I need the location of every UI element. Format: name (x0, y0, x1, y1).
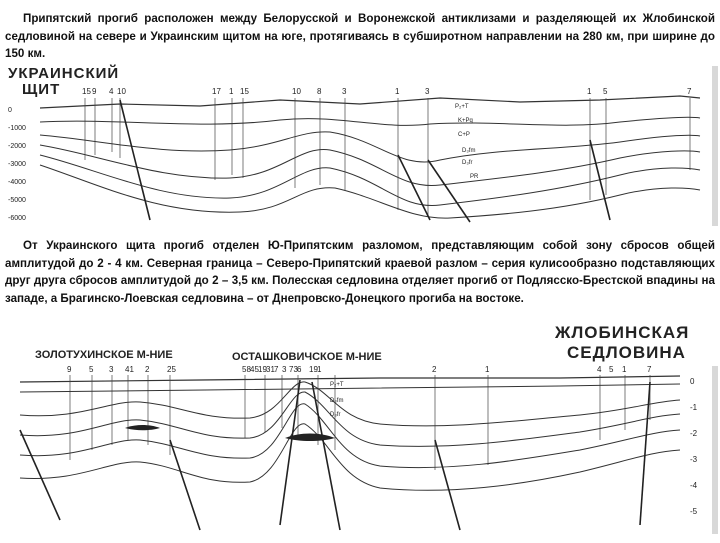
well-label: 3 (282, 365, 287, 374)
well-label: 3 (342, 87, 347, 96)
depth-label: -4000 (8, 179, 26, 186)
well-label: 1 (622, 365, 627, 374)
well-label: 15 (82, 87, 91, 96)
layer-label: D₃fm (330, 398, 344, 404)
layer-labels (455, 104, 479, 180)
layer-label: K+Pg (458, 118, 473, 124)
cross-section-svg (0, 60, 720, 230)
well-labels (82, 87, 692, 96)
well-label: 73 (289, 365, 298, 374)
well-label: 25 (167, 365, 176, 374)
well-label: 1 (229, 87, 234, 96)
well-label: 7 (274, 365, 279, 374)
paragraph-middle: От Украинского щита прогиб отделен Ю-Припятским разломом, представляющим собой зону сбросов общей амплитудой до 2 - 4 км. Северная граница – Северо-Припятский краевой разлом – серия кулисообразно подставляющих друг друга сбросов амплитудой до 2 – 3,5 км. Полесская седловина отделяет прогиб от Подлясско-Брестской впадины на западе, а Брагинско-Лоевская седловина – от Днепровско-Донецкого прогиба на востоке. (5, 239, 715, 305)
well-label: 17 (212, 87, 221, 96)
depth-label: -3000 (8, 161, 26, 168)
well-label: 3 (109, 365, 114, 374)
layer-label: PR (470, 174, 479, 180)
section1-title: УКРАИНСКИЙ (8, 65, 120, 82)
depth-label: -3 (690, 455, 698, 464)
well-label: 7 (687, 87, 692, 96)
well-labels-2 (67, 365, 652, 374)
depth-scale (8, 107, 26, 222)
depth-label: -2000 (8, 143, 26, 150)
cross-section-ukrainian-shield (0, 60, 720, 230)
well-label: 4 (597, 365, 602, 374)
well-label: 5 (603, 87, 608, 96)
well-label: 58 (242, 365, 251, 374)
paragraph-top: Припятский прогиб расположен между Белорусской и Воронежской антиклизами и разделяющей их Жлобинской седловиной на севере и Украинским щитом на юге, протягиваясь в субширотном направлении на 280 км, при ширине до 150 км. (5, 12, 715, 61)
well-label: 1 (485, 365, 490, 374)
well-label: 2 (432, 365, 437, 374)
well-label: 19 (258, 365, 267, 374)
well-label: 1 (587, 87, 592, 96)
slide-edge-bar-2 (712, 366, 718, 534)
depth-label: -6000 (8, 215, 26, 222)
well-label: 9 (92, 87, 97, 96)
depth-scale-2 (690, 377, 698, 516)
well-label: 6 (297, 365, 302, 374)
well-label: 31 (266, 365, 275, 374)
section1-title-2: ЩИТ (22, 81, 61, 98)
layer-label: C+P (458, 132, 470, 138)
well-label: 2 (145, 365, 150, 374)
well-label: 5 (609, 365, 614, 374)
well-label: 5 (89, 365, 94, 374)
well-label: 41 (125, 365, 134, 374)
well-label: 19 (309, 365, 318, 374)
section2-title: ЖЛОБИНСКАЯ (555, 323, 690, 342)
well-label: 8 (317, 87, 322, 96)
layer-labels-2 (330, 382, 344, 418)
layer-label: P₂+T (330, 382, 344, 388)
cross-section-zhlobin-saddle (0, 320, 720, 538)
cross-section-svg-2 (0, 320, 720, 538)
layer-label: D₃fr (330, 412, 341, 418)
field-label-zolotukhinskoe: ЗОЛОТУХИНСКОЕ М-НИЕ (35, 349, 173, 361)
depth-label: -5 (690, 507, 698, 516)
depth-label: 0 (690, 377, 695, 386)
layer-label: D₃fr (462, 160, 473, 166)
depth-label: -2 (690, 429, 698, 438)
field-label-ostashkovichskoe: ОСТАШКОВИЧСКОЕ М-НИЕ (232, 351, 382, 363)
well-label: 4 (109, 87, 114, 96)
well-label: 9 (67, 365, 72, 374)
well-label: 1 (317, 365, 322, 374)
well-label: 10 (117, 87, 126, 96)
depth-label: 0 (8, 107, 12, 114)
depth-label: -4 (690, 481, 698, 490)
well-label: 3 (425, 87, 430, 96)
depth-label: -1000 (8, 125, 26, 132)
depth-label: -5000 (8, 197, 26, 204)
depth-label: -1 (690, 403, 698, 412)
well-label: 10 (292, 87, 301, 96)
well-label: 7 (647, 365, 652, 374)
slide-edge-bar (712, 66, 718, 226)
well-label: 45 (250, 365, 259, 374)
well-label: 15 (240, 87, 249, 96)
layer-label: D₃fm (462, 148, 476, 154)
layer-label: P₂+T (455, 104, 469, 110)
well-label: 1 (395, 87, 400, 96)
section2-title-2: СЕДЛОВИНА (567, 343, 686, 362)
